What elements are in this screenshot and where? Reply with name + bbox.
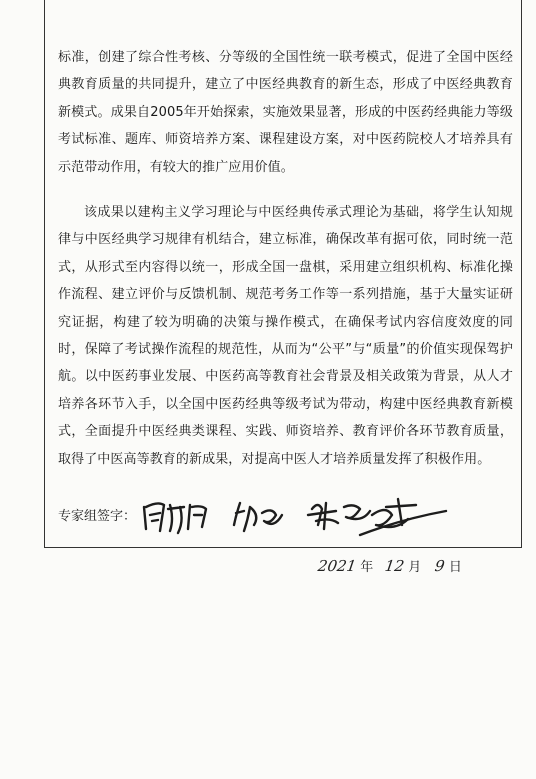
evaluation-paragraph-2: 该成果以建构主义学习理论与中医经典传承式理论为基础，将学生认知规律与中医经典学习规律有机结合，建立标准，确保改革有据可依，同时统一范式，从形式至内容得以统一，形成全国一盘棋，采用建立组织机构、标准化操作流程、建立评价与反馈机制、规范考务工作等一系列措施，基于大量实证研究证据，构建了较为明确的决策与操作模式，在确保考试内容信度效度的同时，保障了考试操作流程的规范性，从而为“公平”与“质量”的价值实现保驾护航。以中医药事业发展、中医药高等教育社会背景及相关政策为背景，从人才培养各环节入手，以全国中医药经典等级考试为带动，构建中医经典教育新模式，全面提升中医经典类课程、实践、师资培养、教育评价各环节教育质量，取得了中医高等教育的新成果，对提高中医人才培养质量发挥了积极作用。: [58, 205, 513, 467]
evaluation-paragraph-1: 标准，创建了综合性考核、分等级的全国性统一联考模式，促进了全国中医经典教育质量的共同提升，建立了中医经典教育的新生态，形成了中医经典教育新模式。成果自2005年开始探索，实施效果显著，形成的中医药经典能力等级考试标准、题库、师资培养方案、课程建设方案，对中医药院校人才培养具有示范带动作用，有较大的推广应用价值。: [58, 50, 513, 175]
date-month-unit: 月: [408, 560, 422, 575]
handwritten-signatures: [140, 485, 470, 545]
signature-date: [318, 556, 462, 575]
date-year: 2021: [316, 557, 358, 575]
date-day-unit: 日: [448, 560, 462, 575]
signature-2: [234, 503, 282, 531]
signature-3: [308, 499, 446, 535]
date-day: 9: [434, 557, 447, 575]
signature-label: 专家组签字：: [58, 509, 137, 524]
signature-1: [144, 503, 206, 533]
date-month: 12: [383, 557, 406, 575]
date-year-unit: 年: [360, 560, 374, 575]
